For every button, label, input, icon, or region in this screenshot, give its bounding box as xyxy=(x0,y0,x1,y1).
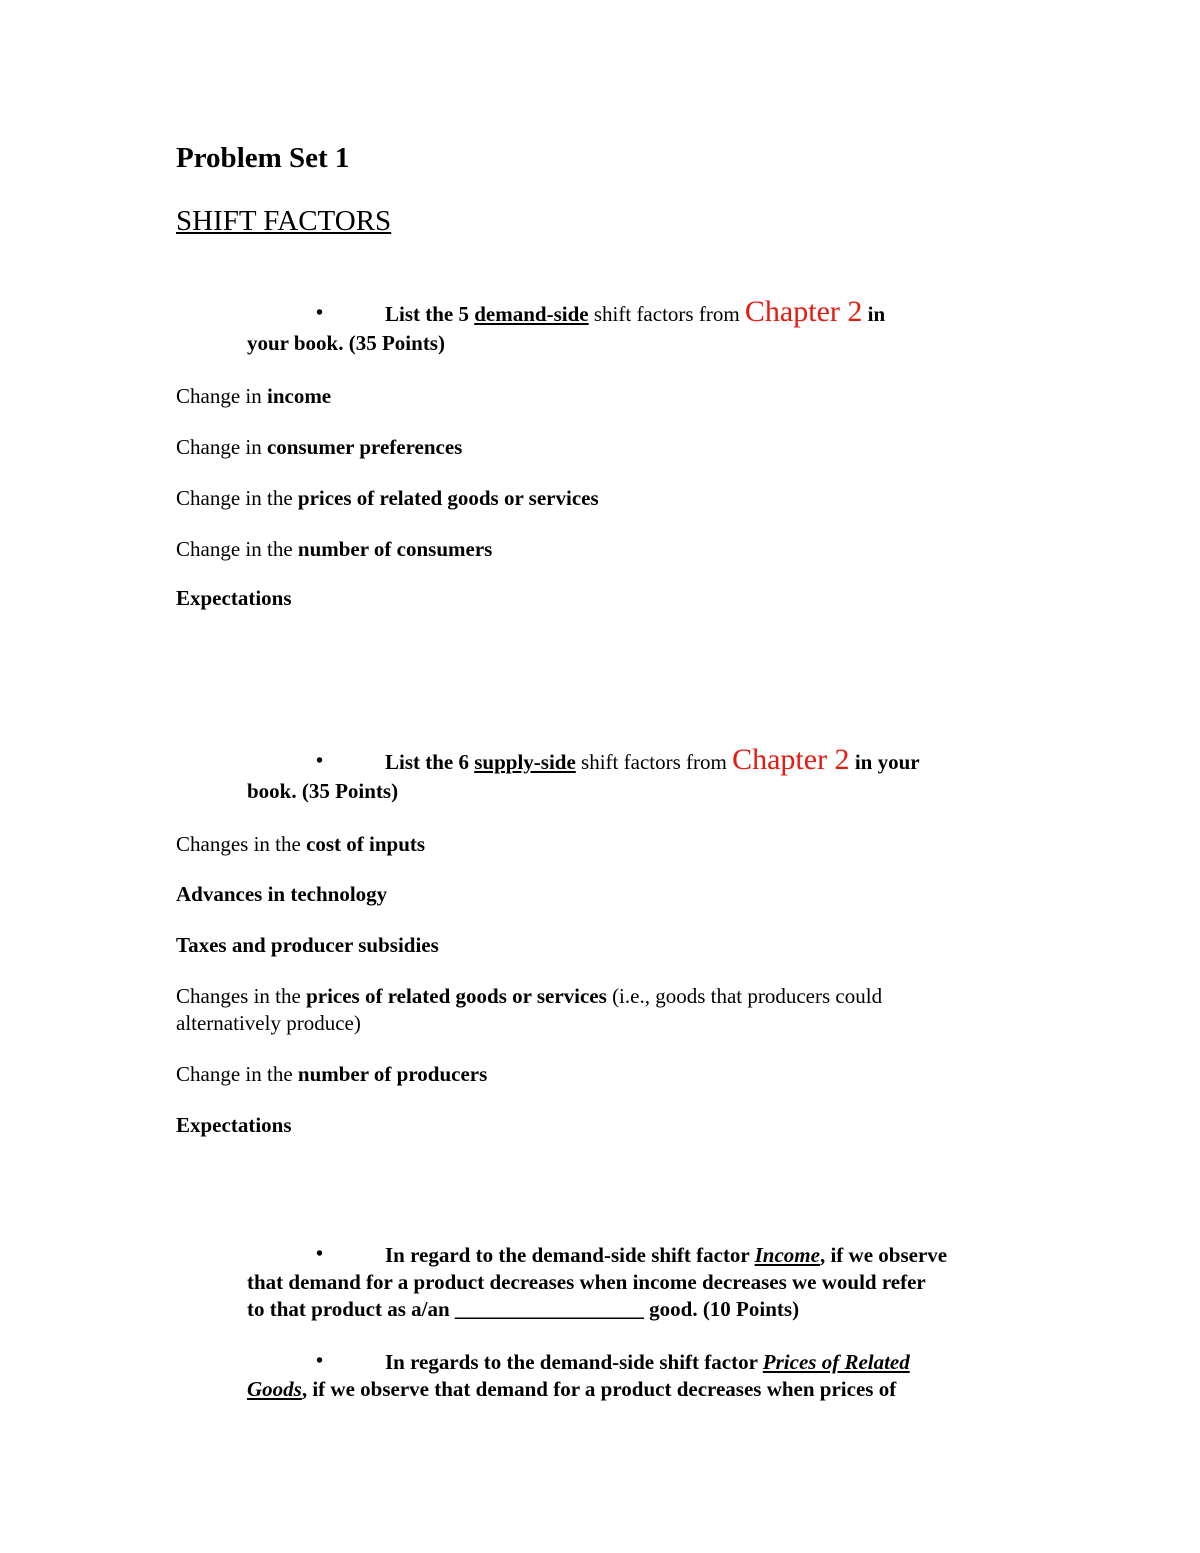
q1-line2: your book. (35 Points) xyxy=(247,331,445,355)
demand-factor-5: Expectations xyxy=(176,586,292,610)
q2-chapter: Chapter 2 xyxy=(732,743,850,776)
q2-key: supply-side xyxy=(474,750,576,774)
q1-pre: List the 5 xyxy=(385,302,475,326)
q3-key: Income xyxy=(754,1243,820,1267)
q4-line2 xyxy=(247,1377,896,1402)
q2-line2: book. (35 Points) xyxy=(247,779,399,803)
q2-pre: List the 6 xyxy=(385,750,475,774)
q3-line3: to that product as a/an __________________ good. (10 Points) xyxy=(247,1297,800,1321)
q1-post: in xyxy=(862,302,886,326)
demand-factor-2: Change in consumer preferences xyxy=(176,435,463,459)
q2-mid: shift factors from xyxy=(575,750,733,774)
q4-line1 xyxy=(385,1350,910,1375)
bullet-q3: • xyxy=(316,1243,324,1265)
supply-factor-1: Changes in the cost of inputs xyxy=(176,832,426,856)
q4-key1: Prices of Related xyxy=(762,1350,910,1374)
q4-post: , if we observe that demand for a product decreases when prices of xyxy=(301,1377,897,1401)
q2-line1 xyxy=(385,743,920,777)
supply-factor-6: Expectations xyxy=(176,1113,292,1137)
document-title: Problem Set 1 xyxy=(176,142,350,174)
q4-pre: In regards to the demand-side shift factor xyxy=(385,1350,763,1374)
demand-factor-4: Change in the number of consumers xyxy=(176,537,493,561)
supply-factor-4-line2: alternatively produce) xyxy=(176,1011,361,1035)
q3-line1 xyxy=(385,1243,947,1268)
demand-factor-3: Change in the prices of related goods or services xyxy=(176,486,599,510)
supply-factor-4: Changes in the prices of related goods or services (i.e., goods that producers could xyxy=(176,984,883,1008)
demand-factor-1: Change in income xyxy=(176,384,332,408)
q1-key: demand-side xyxy=(474,302,589,326)
q1-mid: shift factors from xyxy=(588,302,745,326)
q3-line2: that demand for a product decreases when income decreases we would refer xyxy=(247,1270,926,1294)
q2-post: in your xyxy=(849,750,920,774)
supply-factor-3: Taxes and producer subsidies xyxy=(176,933,439,957)
q4-key2: Goods xyxy=(247,1377,302,1401)
q3-post: , if we observe xyxy=(819,1243,948,1267)
bullet-q1: • xyxy=(316,302,324,324)
q3-pre: In regard to the demand-side shift factor xyxy=(385,1243,755,1267)
q1-line1 xyxy=(385,295,885,329)
bullet-q2: • xyxy=(316,750,324,772)
section-heading: SHIFT FACTORS xyxy=(176,205,392,237)
supply-factor-2: Advances in technology xyxy=(176,882,388,906)
supply-factor-5: Change in the number of producers xyxy=(176,1062,488,1086)
bullet-q4: • xyxy=(316,1350,324,1372)
q1-chapter: Chapter 2 xyxy=(744,295,863,328)
